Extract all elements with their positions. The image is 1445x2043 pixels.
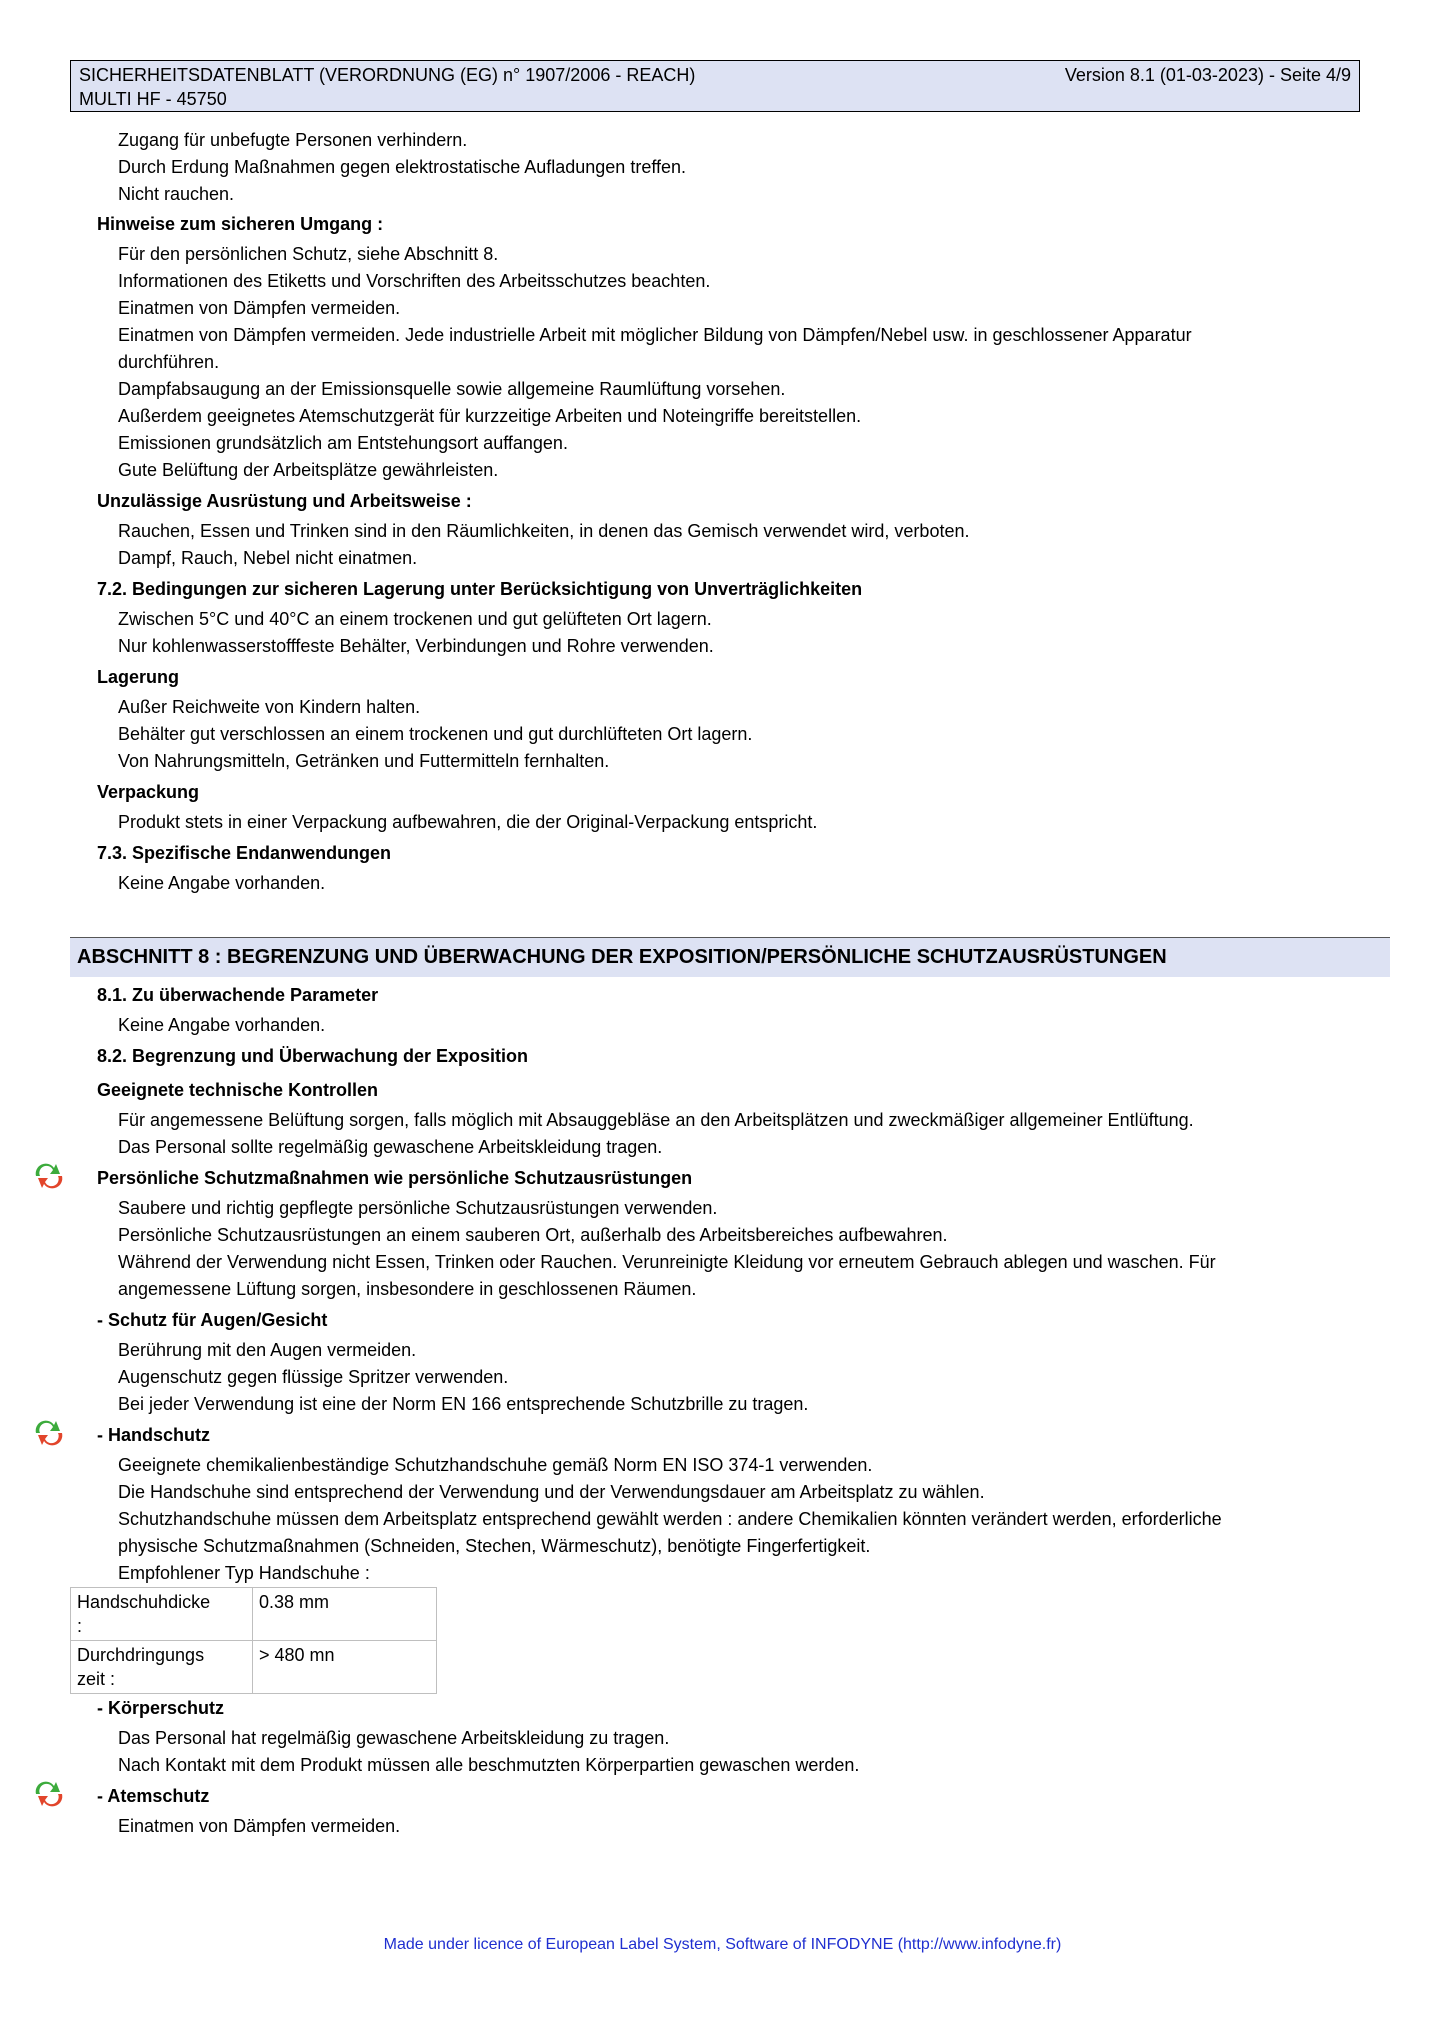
text-line: angemessene Lüftung sorgen, insbesondere in geschlossenen Räumen. [118,1279,697,1299]
text-line: Empfohlener Typ Handschuhe : [118,1563,370,1583]
text-line: Keine Angabe vorhanden. [118,873,326,893]
table-cell: > 480 mn [253,1641,437,1694]
text-line: Das Personal hat regelmäßig gewaschene Arbeitskleidung zu tragen. [118,1728,670,1748]
text-line: Schutzhandschuhe müssen dem Arbeitsplatz entsprechend gewählt werden : andere Chemikalien könnten verändert werden, erforderliche [118,1509,1222,1529]
text-line: Informationen des Etiketts und Vorschriften des Arbeitsschutzes beachten. [118,271,711,291]
text-line: Außer Reichweite von Kindern halten. [118,697,421,717]
update-arrow-green [36,1164,60,1176]
table-row [71,1588,437,1641]
subheading: 8.1. Zu überwachende Parameter [97,985,379,1005]
subheading: - Handschutz [97,1425,211,1445]
text-line: Außerdem geeignetes Atemschutzgerät für kurzzeitige Arbeiten und Noteingriffe bereitstellen. [118,406,862,426]
text-line: physische Schutzmaßnahmen (Schneiden, Stechen, Wärmeschutz), benötigte Fingerfertigkeit. [118,1536,871,1556]
subheading: Geeignete technische Kontrollen [97,1080,379,1100]
text-line: Nach Kontakt mit dem Produkt müssen alle beschmutzten Körperpartien gewaschen werden. [118,1755,860,1775]
text-line: Augenschutz gegen flüssige Spritzer verwenden. [118,1367,509,1387]
subheading: 7.2. Bedingungen zur sicheren Lagerung unter Berücksichtigung von Unverträglichkeiten [97,579,863,599]
text-line: Durch Erdung Maßnahmen gegen elektrostatische Aufladungen treffen. [118,157,687,177]
cell-text: Durchdringungs [77,1645,205,1665]
cell-text: zeit : [77,1669,116,1689]
table-cell [71,1588,253,1641]
subheading: 7.3. Spezifische Endanwendungen [97,843,392,863]
text-line: Zugang für unbefugte Personen verhindern. [118,130,468,150]
text-line: Berührung mit den Augen vermeiden. [118,1340,417,1360]
subheading: Verpackung [97,782,200,802]
text-line: Zwischen 5°C und 40°C an einem trockenen und gut gelüfteten Ort lagern. [118,609,712,629]
text-line: Rauchen, Essen und Trinken sind in den Räumlichkeiten, in denen das Gemisch verwendet wird, verboten. [118,521,970,541]
text-line: Keine Angabe vorhanden. [118,1015,326,1035]
update-arrow-green [36,1421,60,1433]
version-info: Version 8.1 (01-03-2023) - Seite 4/9 [1064,65,1351,85]
subheading: Unzulässige Ausrüstung und Arbeitsweise : [97,491,472,511]
text-line: Einatmen von Dämpfen vermeiden. [118,298,401,318]
update-icon [32,1417,66,1449]
text-line: Für den persönlichen Schutz, siehe Abschnitt 8. [118,244,499,264]
text-line: Von Nahrungsmitteln, Getränken und Futtermitteln fernhalten. [118,751,610,771]
footer-licence: Made under licence of European Label System, Software of INFODYNE (http://www.infodyne.fr) [383,1936,1062,1953]
text-line: Nur kohlenwasserstofffeste Behälter, Verbindungen und Rohre verwenden. [118,636,714,656]
text-line: Dampfabsaugung an der Emissionsquelle sowie allgemeine Raumlüftung vorsehen. [118,379,786,399]
text-line: Gute Belüftung der Arbeitsplätze gewährleisten. [118,460,499,480]
subheading: Hinweise zum sicheren Umgang : [97,214,384,234]
text-line: Saubere und richtig gepflegte persönliche Schutzausrüstungen verwenden. [118,1198,718,1218]
table-row [71,1641,437,1694]
update-arrow-red [38,1794,62,1806]
section-8-title: ABSCHNITT 8 : BEGRENZUNG UND ÜBERWACHUNG DER EXPOSITION/PERSÖNLICHE SCHUTZAUSRÜSTUNGEN [70,937,1390,977]
text-line: Das Personal sollte regelmäßig gewaschene Arbeitskleidung tragen. [118,1137,663,1157]
subheading: - Schutz für Augen/Gesicht [97,1310,328,1330]
text-line: Dampf, Rauch, Nebel nicht einatmen. [118,548,418,568]
update-icon [32,1778,66,1810]
text-line: Persönliche Schutzausrüstungen an einem sauberen Ort, außerhalb des Arbeitsbereiches aufbewahren. [118,1225,948,1245]
cell-text: : [77,1616,83,1636]
text-line: Die Handschuhe sind entsprechend der Verwendung und der Verwendungsdauer am Arbeitsplatz zu wählen. [118,1482,985,1502]
table-cell: 0.38 mm [253,1588,437,1641]
gloves-table [70,1587,437,1694]
text-line: Emissionen grundsätzlich am Entstehungsort auffangen. [118,433,568,453]
subheading: Persönliche Schutzmaßnahmen wie persönliche Schutzausrüstungen [97,1168,693,1188]
text-line: Einatmen von Dämpfen vermeiden. [118,1816,401,1836]
update-icon [32,1160,66,1192]
text-line: Nicht rauchen. [118,184,235,204]
update-arrow-red [38,1176,62,1188]
document-title: SICHERHEITSDATENBLATT (VERORDNUNG (EG) n° 1907/2006 - REACH) [79,65,696,85]
text-line: Für angemessene Belüftung sorgen, falls möglich mit Absauggebläse an den Arbeitsplätzen und zweckmäßiger allgemeiner Entlüftung. [118,1110,1194,1130]
text-line: Einatmen von Dämpfen vermeiden. Jede industrielle Arbeit mit möglicher Bildung von Dämpfen/Nebel usw. in geschlossener Apparatur [118,325,1192,345]
table-cell [71,1641,253,1694]
subheading: - Atemschutz [97,1786,210,1806]
text-line: Während der Verwendung nicht Essen, Trinken oder Rauchen. Verunreinigte Kleidung vor erneutem Gebrauch ablegen und waschen. Für [118,1252,1216,1272]
cell-text: Handschuhdicke [77,1592,211,1612]
text-line: Bei jeder Verwendung ist eine der Norm EN 166 entsprechende Schutzbrille zu tragen. [118,1394,809,1414]
document-header [70,60,1360,112]
update-arrow-red [38,1433,62,1445]
update-arrow-green [36,1782,60,1794]
subheading: 8.2. Begrenzung und Überwachung der Exposition [97,1046,529,1066]
text-line: Behälter gut verschlossen an einem trockenen und gut durchlüfteten Ort lagern. [118,724,753,744]
text-line: Geeignete chemikalienbeständige Schutzhandschuhe gemäß Norm EN ISO 374-1 verwenden. [118,1455,873,1475]
subheading: - Körperschutz [97,1698,225,1718]
text-line: Produkt stets in einer Verpackung aufbewahren, die der Original-Verpackung entspricht. [118,812,818,832]
subheading: Lagerung [97,667,180,687]
product-name: MULTI HF - 45750 [79,89,227,109]
text-line: durchführen. [118,352,220,372]
